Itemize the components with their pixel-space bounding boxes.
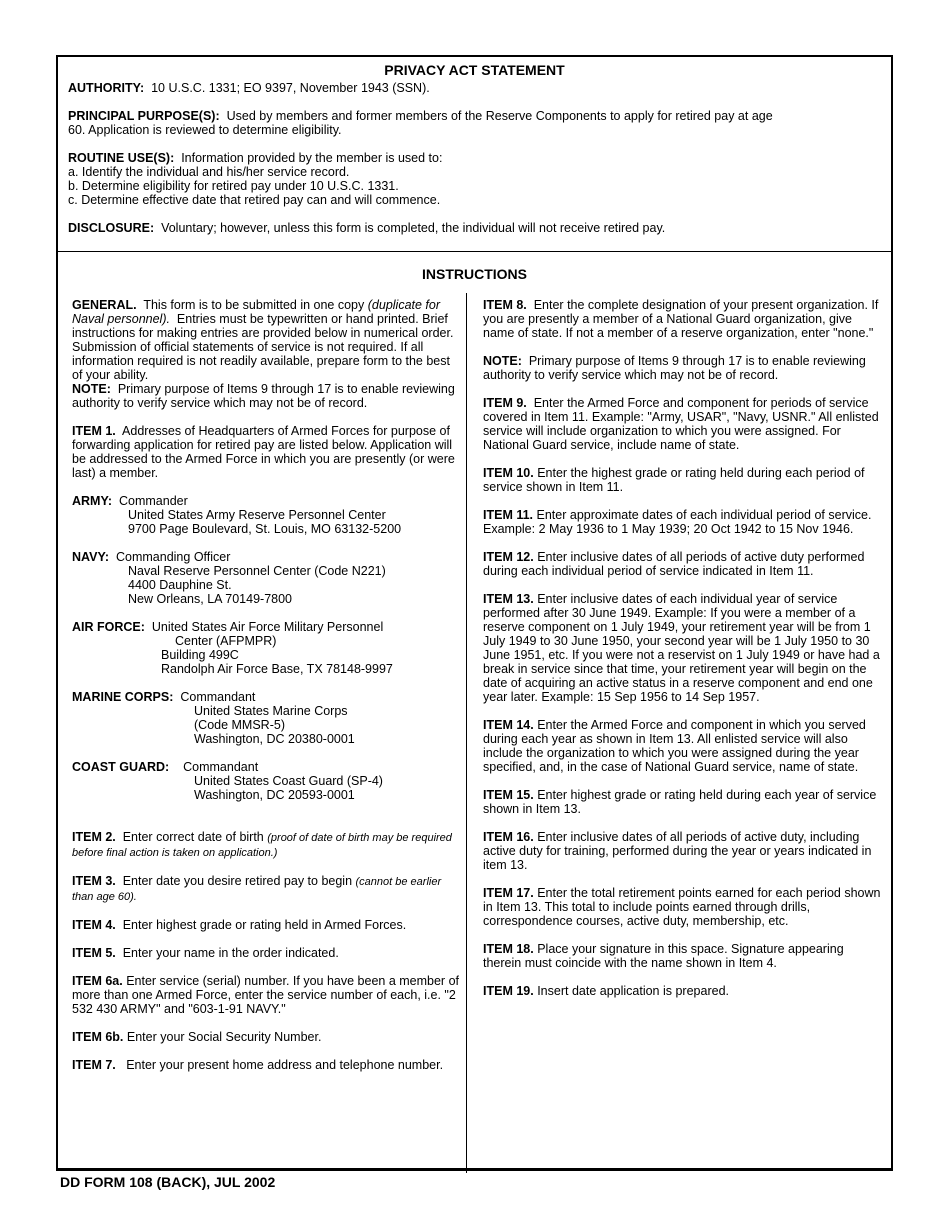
privacy-title: PRIVACY ACT STATEMENT	[384, 62, 565, 78]
general-instruction: GENERAL. This form is to be submitted in one copy (duplicate for Naval personnel). Entries must be typewritten or hand printed. Brief instructions for making entries are provided below in numerical order. Submission of official statements of service is not required. If all information required is not readily available, prepare form to the best of your ability.	[72, 298, 454, 382]
disclosure-text: Voluntary; however, unless this form is completed, the individual will not receive retired pay.	[161, 221, 666, 235]
item-14-instruction: ITEM 14. Enter the Armed Force and component in which you served during each year as shown in Item 13. All enlisted service will also include the organization to which you were assigned during the year specified, and, in the case of National Guard service, name of state.	[483, 718, 866, 774]
item-11-instruction: ITEM 11. Enter approximate dates of each individual period of service. Example: 2 May 1936 to 1 May 1939; 20 Oct 1942 to 15 Nov 1946.	[483, 508, 872, 536]
item-4-instruction: ITEM 4. Enter highest grade or rating held in Armed Forces.	[72, 918, 407, 932]
authority-row	[68, 81, 881, 95]
air-force-address: AIR FORCE: United States Air Force Military Personnel Center (AFPMPR) Building 499C Randolph Air Force Base, TX 78148-9997	[72, 620, 393, 676]
instructions-right-column	[483, 298, 883, 1012]
purpose-text: Used by members and former members of the Reserve Components to apply for retired pay at age	[226, 109, 773, 123]
disclosure-label: DISCLOSURE:	[68, 221, 155, 235]
item-15-instruction: ITEM 15. Enter highest grade or rating held during each year of service shown in Item 13.	[483, 788, 877, 816]
authority-label: AUTHORITY:	[68, 81, 145, 95]
routine-label: ROUTINE USE(S):	[68, 151, 175, 165]
purpose-row	[68, 109, 881, 123]
item-18-instruction: ITEM 18. Place your signature in this space. Signature appearing therein must coincide with the name shown in Item 4.	[483, 942, 844, 970]
item-2-instruction: ITEM 2. Enter correct date of birth (proof of date of birth may be required before final action is taken on application.)	[72, 830, 452, 859]
note-instruction: NOTE: Primary purpose of Items 9 through 17 is to enable reviewing authority to verify service which may not be of record.	[483, 354, 866, 382]
routine-item: b. Determine eligibility for retired pay under 10 U.S.C. 1331.	[68, 179, 399, 193]
item-6b-instruction: ITEM 6b. Enter your Social Security Number.	[72, 1030, 322, 1044]
instructions-title: INSTRUCTIONS	[422, 266, 527, 282]
item-13-instruction: ITEM 13. Enter inclusive dates of each individual year of service performed after 30 June 1949. Example: If you were a member of a reserve component on 1 July 1949, your retirement year will be from 1 July 1949 to 30 June 1950, your second year will be 1 July 1950 to 30 June 1951, etc. If you were not a reservist on 1 July 1949 or have had a break in service since that time, your retirement year will begin on the date of acquiring an active status in a reserve component and end one year later. Example: 15 Sep 1956 to 14 Sep 1957.	[483, 592, 880, 704]
item-1-instruction: ITEM 1. Addresses of Headquarters of Armed Forces for purpose of forwarding application for retired pay are listed below. Application will be addressed to the Armed Force in which you are presently (or were last) a member.	[72, 424, 455, 480]
item-16-instruction: ITEM 16. Enter inclusive dates of all periods of active duty, including active duty for training, performed during the year or years indicated in item 13.	[483, 830, 872, 872]
item-5-instruction: ITEM 5. Enter your name in the order indicated.	[72, 946, 339, 960]
item-8-instruction: ITEM 8. Enter the complete designation of your present organization. If you are presently a member of a National Guard organization, give name of state. If not a member of a reserve organization, enter "none."	[483, 298, 879, 340]
instructions-left-column	[72, 298, 460, 1086]
disclosure-row	[68, 221, 881, 235]
routine-text: Information provided by the member is used to:	[181, 151, 443, 165]
note-instruction: NOTE: Primary purpose of Items 9 through 17 is to enable reviewing authority to verify service which may not be of record.	[72, 382, 455, 410]
item-17-instruction: ITEM 17. Enter the total retirement points earned for each period shown in Item 13. This total to include points earned through drills, correspondence courses, active duty, membership, etc.	[483, 886, 881, 928]
routine-row	[68, 151, 881, 165]
item-12-instruction: ITEM 12. Enter inclusive dates of all periods of active duty performed during each individual period of service indicated in Item 11.	[483, 550, 865, 578]
coast-guard-address: COAST GUARD: Commandant United States Coast Guard (SP-4) Washington, DC 20593-0001	[72, 760, 383, 802]
item-19-instruction: ITEM 19. Insert date application is prepared.	[483, 984, 729, 998]
form-identifier: DD FORM 108 (BACK), JUL 2002	[60, 1174, 276, 1190]
authority-text: 10 U.S.C. 1331; EO 9397, November 1943 (SSN).	[151, 81, 430, 95]
purpose-label: PRINCIPAL PURPOSE(S):	[68, 109, 220, 123]
privacy-act-section	[58, 57, 891, 252]
item-10-instruction: ITEM 10. Enter the highest grade or rating held during each period of service shown in Item 11.	[483, 466, 865, 494]
purpose-text-2: 60. Application is reviewed to determine eligibility.	[68, 123, 342, 137]
marine-corps-address: MARINE CORPS: Commandant United States Marine Corps (Code MMSR-5) Washington, DC 20380-0001	[72, 690, 355, 746]
form-frame	[56, 55, 893, 1171]
item-6a-instruction: ITEM 6a. Enter service (serial) number. If you have been a member of more than one Armed Force, enter the service number of each, i.e. "2 532 430 ARMY" and "603-1-91 NAVY."	[72, 974, 459, 1016]
navy-address: NAVY: Commanding Officer Naval Reserve Personnel Center (Code N221) 4400 Dauphine St. New Orleans, LA 70149-7800	[72, 550, 386, 606]
item-7-instruction: ITEM 7. Enter your present home address and telephone number.	[72, 1058, 444, 1072]
item-9-instruction: ITEM 9. Enter the Armed Force and component for periods of service covered in Item 11. Example: "Army, USAR", "Navy, USNR." All enlisted service will include organization to which you were assigned. For National Guard service, include name of state.	[483, 396, 879, 452]
item-3-instruction: ITEM 3. Enter date you desire retired pay to begin (cannot be earlier than age 60).	[72, 874, 442, 903]
army-address: ARMY: Commander United States Army Reserve Personnel Center 9700 Page Boulevard, St. Louis, MO 63132-5200	[72, 494, 402, 536]
column-divider	[466, 293, 467, 1173]
routine-item: a. Identify the individual and his/her service record.	[68, 165, 350, 179]
routine-item: c. Determine effective date that retired pay can and will commence.	[68, 193, 441, 207]
